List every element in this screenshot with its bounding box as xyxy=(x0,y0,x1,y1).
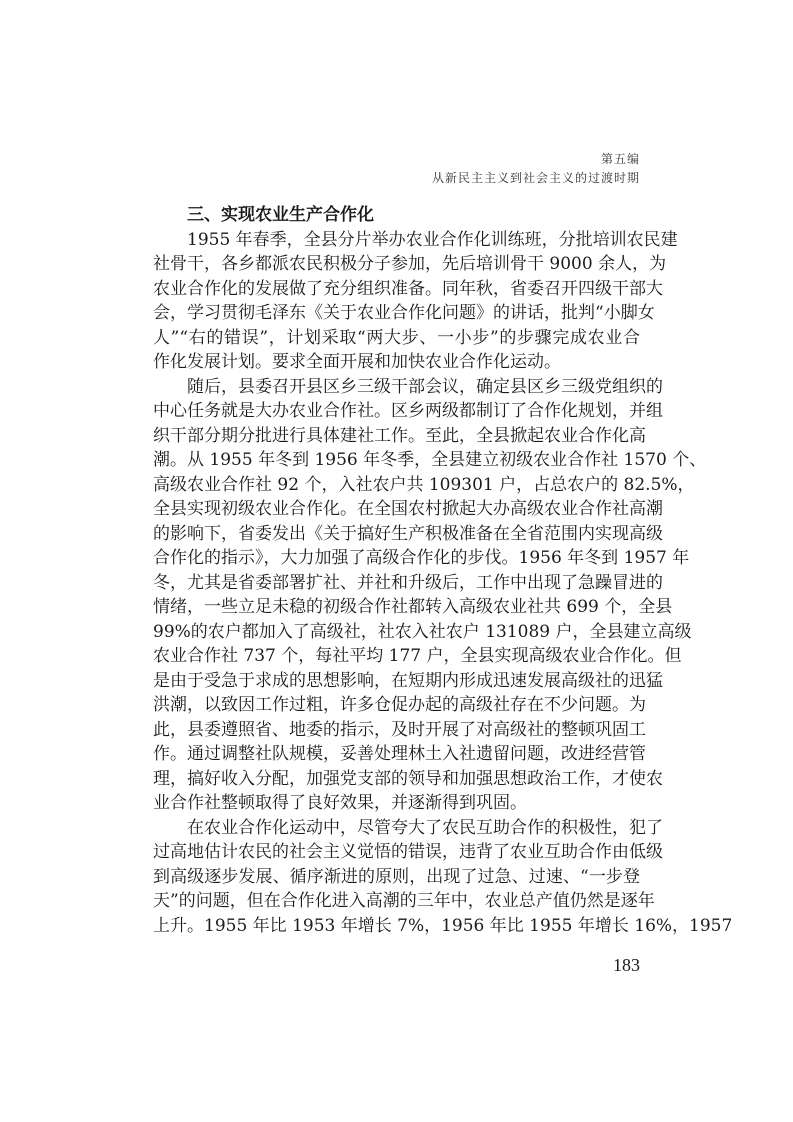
text-line: 99%的农户都加入了高级社，社农入社农户 131089 户，全县建立高级 xyxy=(153,621,692,642)
text-line: 高级农业合作社 92 个，入社农户共 109301 户，占总农户的 82.5%， xyxy=(153,474,695,495)
text-line: 到高级逐步发展、循序渐进的原则，出现了过急、过速、“一步登 xyxy=(153,866,640,887)
text-line: 业合作社整顿取得了良好效果，并逐渐得到巩固。 xyxy=(153,793,527,813)
text-line: 冬，尤其是省委部署扩社、并社和升级后，工作中出现了急躁冒进的 xyxy=(153,572,663,593)
text-line: 中心任务就是大办农业合作社。区乡两级都制订了合作化规划，并组 xyxy=(153,401,663,421)
part-title: 从新民主主义到社会主义的过渡时期 xyxy=(431,171,640,185)
text-line: 会，学习贯彻毛泽东《关于农业合作化问题》的讲话，批判“小脚女 xyxy=(153,303,655,323)
text-line: 农业合作社 737 个，每社平均 177 户，全县实现高级农业合作化。但 xyxy=(153,646,682,666)
text-line: 在农业合作化运动中，尽管夸大了农民互助合作的积极性，犯了 xyxy=(187,817,663,838)
text-line: 作化发展计划。要求全面开展和加快农业合作化运动。 xyxy=(153,352,561,372)
text-line: 人”“右的错误”，计划采取“两大步、一小步”的步骤完成农业合 xyxy=(153,327,640,348)
running-head xyxy=(432,150,640,188)
paragraphs xyxy=(153,228,733,939)
text-line: 作。通过调整社队规模，妥善处理林土入社遗留问题，改进经营管 xyxy=(153,744,646,764)
text-line: 1955 年春季，全县分片举办农业合作化训练班，分批培训农民建 xyxy=(187,229,678,250)
text-line: 上升。1955 年比 1953 年增长 7%，1956 年比 1955 年增长 16%，1957 xyxy=(153,915,733,936)
paragraph xyxy=(153,228,678,375)
text-line: 是由于受急于求成的思想影响，在短期内形成迅速发展高级社的迅猛 xyxy=(153,670,663,691)
text-line: 理，搞好收入分配，加强党支部的领导和加强思想政治工作，才使农 xyxy=(153,768,663,789)
text-line: 洪潮，以致因工作过粗，许多仓促办起的高级社存在不少问题。为 xyxy=(153,695,646,715)
text-line: 农业合作化的发展做了充分组织准备。同年秋，省委召开四级干部大 xyxy=(153,278,663,299)
text-line: 情绪，一些立足未稳的初级合作社都转入高级农业社共 699 个，全县 xyxy=(153,597,673,617)
text-line: 合作化的指示》，大力加强了高级合作化的步伐。1956 年冬到 1957 年 xyxy=(153,548,690,568)
part-label: 第五编 xyxy=(600,152,640,166)
text-line: 天”的问题，但在合作化进入高潮的三年中，农业总产值仍然是逐年 xyxy=(153,891,655,911)
page-number: 183 xyxy=(613,955,640,975)
text-line: 此，县委遵照省、地委的指示，及时开展了对高级社的整顿巩固工 xyxy=(153,719,646,740)
paragraph xyxy=(153,375,707,816)
text-line: 全县实现初级农业合作化。在全国农村掀起大办高级农业合作社高潮 xyxy=(153,499,663,519)
text-line: 随后，县委召开县区乡三级干部会议，确定县区乡三级党组织的 xyxy=(187,376,663,397)
text-line: 织干部分期分批进行具体建社工作。至此，全县掀起农业合作化高 xyxy=(153,425,646,446)
text-line: 过高地估计农民的社会主义觉悟的错误，违背了农业互助合作由低级 xyxy=(153,842,663,862)
section-body xyxy=(153,203,733,938)
section-heading: 三、实现农业生产合作化 xyxy=(187,205,374,225)
text-line: 社骨干，各乡都派农民积极分子参加，先后培训骨干 9000 余人，为 xyxy=(153,254,667,274)
text-line: 的影响下，省委发出《关于搞好生产积极准备在全省范围内实现高级 xyxy=(153,523,663,544)
text-line: 潮。从 1955 年冬到 1956 年冬季，全县建立初级农业合作社 1570 个、 xyxy=(153,450,707,470)
paragraph xyxy=(153,816,733,939)
